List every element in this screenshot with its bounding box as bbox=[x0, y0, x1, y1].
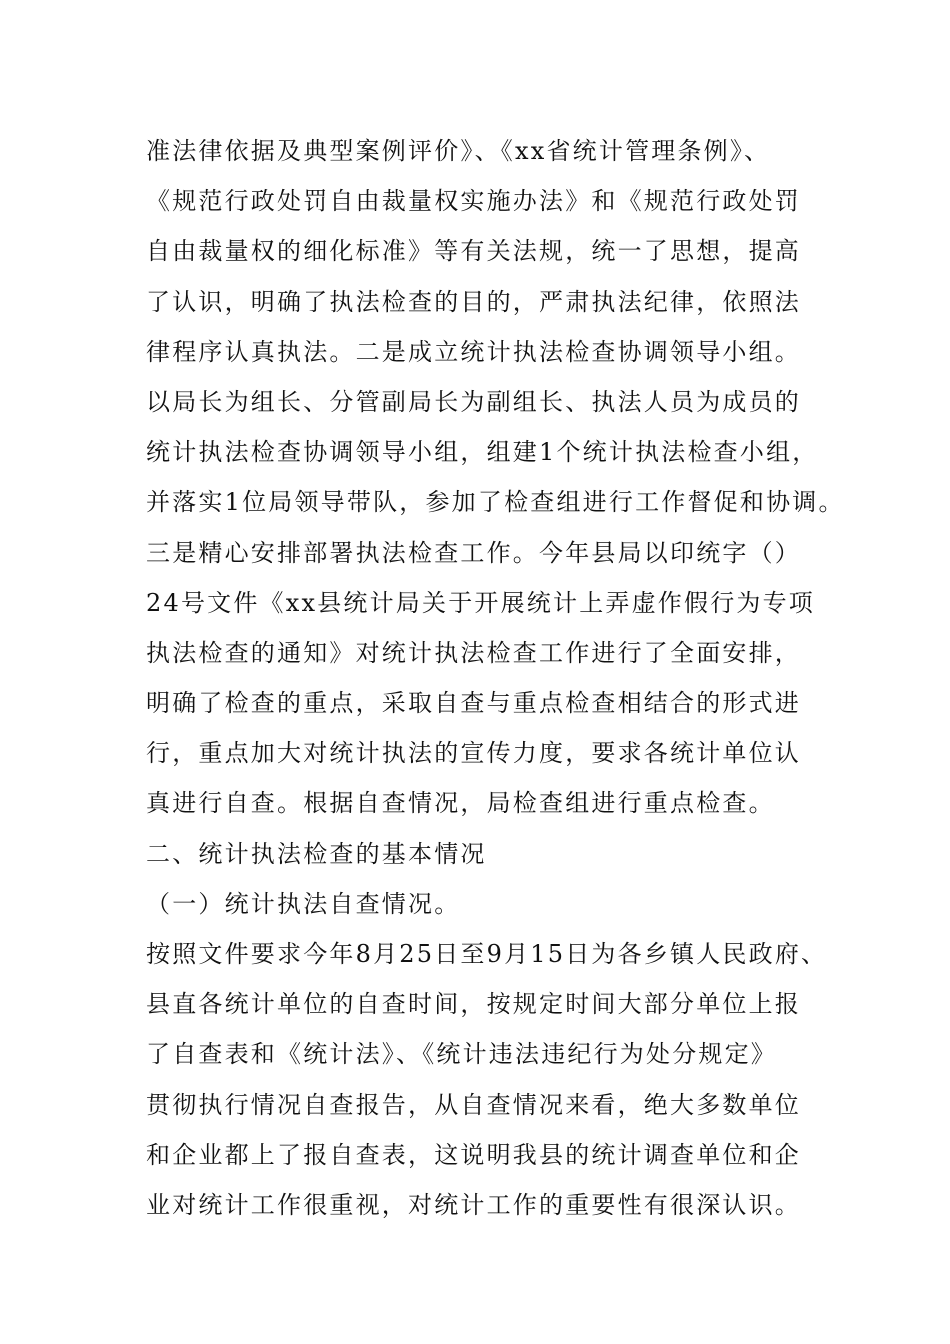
text-line: 业对统计工作很重视，对统计工作的重要性有很深认识。 bbox=[146, 1190, 801, 1219]
text-line: 和企业都上了报自查表，这说明我县的统计调查单位和企 bbox=[146, 1140, 801, 1169]
text-line: 准法律依据及典型案例评价》、《xx省统计管理条例》、 bbox=[146, 137, 771, 165]
text-line: 了自查表和《统计法》、《统计违法违纪行为处分规定》 bbox=[146, 1040, 777, 1069]
text-line: 24号文件《xx县统计局关于开展统计上弄虚作假行为专项 bbox=[146, 588, 816, 617]
text-line: 执法检查的通知》对统计执法检查工作进行了全面安排， bbox=[146, 638, 801, 667]
document-body bbox=[146, 126, 845, 1230]
text-line: 按照文件要求今年8月25日至9月15日为各乡镇人民政府、 bbox=[146, 940, 828, 968]
text-line: 了认识，明确了执法检查的目的，严肃执法纪律，依照法 bbox=[146, 287, 801, 316]
text-line: 三是精心安排部署执法检查工作。今年县局以印统字（） bbox=[146, 538, 801, 567]
text-line: 贯彻执行情况自查报告，从自查情况来看，绝大多数单位 bbox=[146, 1090, 801, 1119]
text-line: 《规范行政处罚自由裁量权实施办法》和《规范行政处罚 bbox=[146, 187, 801, 216]
text-line: 明确了检查的重点，采取自查与重点检查相结合的形式进 bbox=[146, 689, 801, 718]
text-line: 律程序认真执法。二是成立统计执法检查协调领导小组。 bbox=[146, 337, 801, 366]
text-line: 自由裁量权的细化标准》等有关法规，统一了思想，提高 bbox=[146, 237, 801, 266]
section-heading: 二、统计执法检查的基本情况 bbox=[146, 839, 487, 868]
subsection-heading: （一）统计执法自查情况。 bbox=[146, 889, 461, 918]
text-line: 行，重点加大对统计执法的宣传力度，要求各统计单位认 bbox=[146, 739, 801, 768]
text-line: 以局长为组长、分管副局长为副组长、执法人员为成员的 bbox=[146, 387, 801, 416]
text-line: 真进行自查。根据自查情况，局检查组进行重点检查。 bbox=[146, 789, 775, 818]
text-line: 并落实1位局领导带队，参加了检查组进行工作督促和协调。 bbox=[146, 488, 845, 517]
text-line: 县直各统计单位的自查时间，按规定时间大部分单位上报 bbox=[146, 990, 801, 1019]
text-line: 统计执法检查协调领导小组，组建1个统计执法检查小组， bbox=[146, 438, 819, 467]
